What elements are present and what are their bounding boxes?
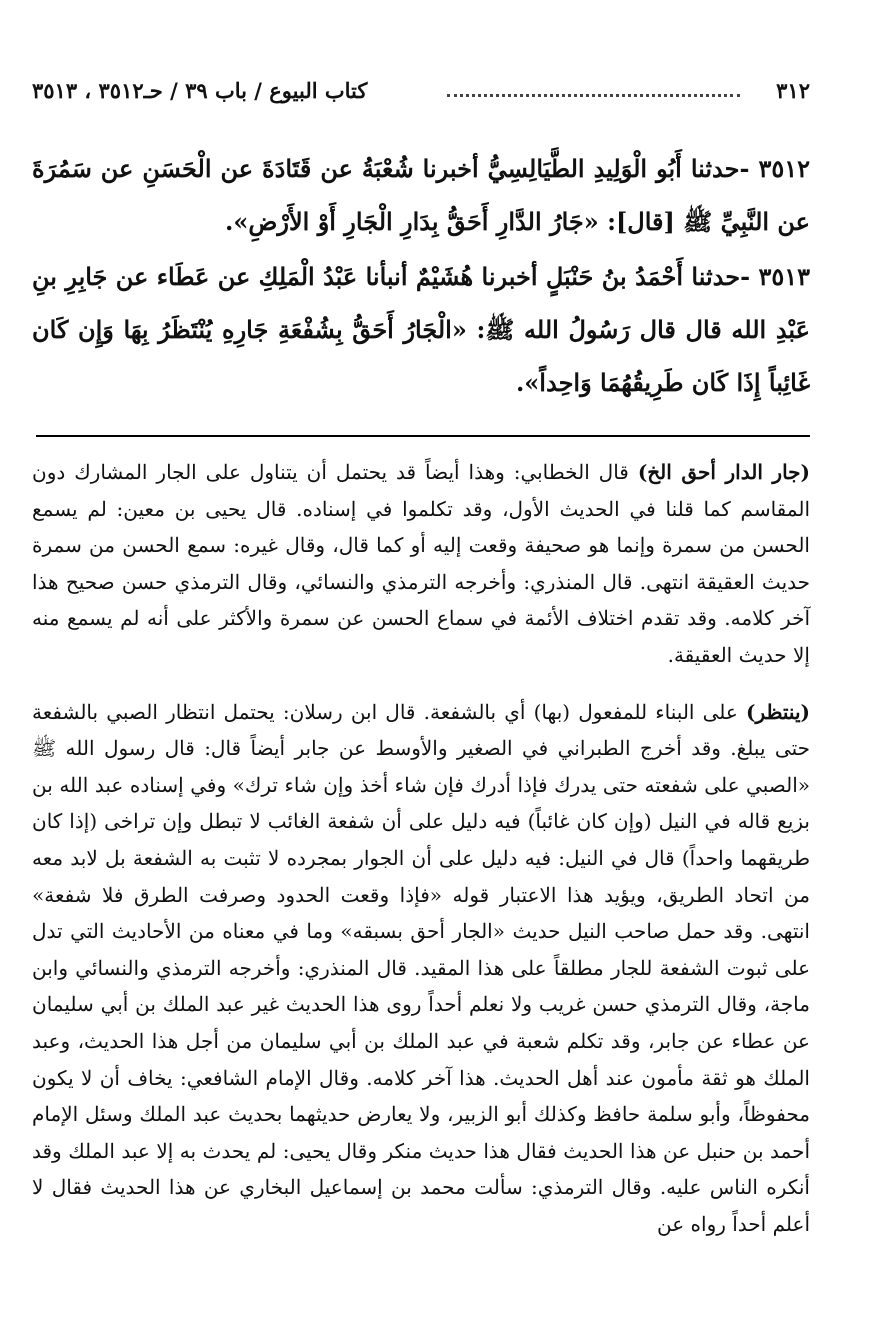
footnote-divider bbox=[36, 435, 810, 437]
commentary-lead: (ينتظر) bbox=[745, 699, 810, 724]
running-title: كتاب البيوع / باب ٣٩ / حـ٣٥١٢ ، ٣٥١٣ bbox=[32, 78, 368, 103]
commentary-body: قال الخطابي: وهذا أيضاً قد يحتمل أن يتناول على الجار المشارك دون المقاسم كما قلنا في الحديث الأول، وقد تكلموا في إسناده. قال يحيى بن معين: لم يسمع الحسن من سمرة وإنما هو صحيفة وقعت إليه أو كما قال، وقال غيره: سمع الحسن من سمرة حديث العقيقة انتهى. قال المنذري: وأخرجه الترمذي والنسائي، وقال الترمذي حسن صحيح هذا آخر كلامه. وقد تقدم اختلاف الأئمة في سماع الحسن عن سمرة والأكثر على أنه لم يسمع منه إلا حديث العقيقة. bbox=[32, 460, 810, 667]
commentary-paragraph bbox=[32, 694, 810, 1243]
commentary-body: على البناء للمفعول (بها) أي بالشفعة. قال ابن رسلان: يحتمل انتظار الصبي بالشفعة حتى يبلغ. وقد أخرج الطبراني في الصغير والأوسط عن جابر أيضاً قال: قال رسول الله ﷺ «الصبي على شفعته حتى يدرك فإذا أدرك فإن شاء أخذ وإن شاء ترك» وفي إسناده عبد الله بن بزيع قاله في النيل (وإن كان غائباً) فيه دليل على أن شفعة الغائب لا تبطل وإن تراخى (إذا كان طريقهما واحداً) قال في النيل: فيه دليل على أن الجوار بمجرده لا تثبت به الشفعة بل لابد معه من اتحاد الطريق، ويؤيد هذا الاعتبار قوله «فإذا وقعت الحدود وصرفت الطرق فلا شفعة» انتهى. وقد حمل صاحب النيل حديث «الجار أحق بسبقه» وما في معناه من الأحاديث التي تدل على ثبوت الشفعة للجار مطلقاً على هذا المقيد. قال المنذري: وأخرجه الترمذي والنسائي وابن ماجة، وقال الترمذي حسن غريب ولا نعلم أحداً روى هذا الحديث غير عبد الملك بن أبي سليمان عن عطاء عن جابر، وقد تكلم شعبة في عبد الملك بن أبي سليمان من أجل هذا الحديث، وعبد الملك هو ثقة مأمون عند أهل الحديث. هذا آخر كلامه. وقال الإمام الشافعي: يخاف أن لا يكون محفوظاً، وأبو سلمة حافظ وكذلك أبو الزبير، ولا يعارض حديثهما بحديث عبد الملك وسئل الإمام أحمد بن حنبل عن هذا الحديث فقال هذا حديث منكر وقال يحيى: لم يحدث به إلا عبد الملك وقد أنكره الناس عليه. وقال الترمذي: سألت محمد بن إسماعيل البخاري عن هذا الحديث فقال لا أعلم أحداً رواه عن bbox=[32, 699, 810, 1236]
commentary bbox=[32, 454, 810, 1242]
hadith-3513 bbox=[32, 250, 810, 409]
book-page bbox=[32, 78, 810, 1242]
commentary-paragraph bbox=[32, 454, 810, 674]
hadith-body: حدثنا أَبُو الْوَلِيدِ الطَّيَالِسِيُّ أخبرنا شُعْبَةُ عن قَتَادَةَ عن الْحَسَنِ عن سَمُرَةَ عن النَّبِيِّ ﷺ [قال]: «جَارُ الدَّارِ أَحَقُّ بِدَارِ الْجَارِ أَوْ الأَرْضِ». bbox=[32, 154, 810, 236]
commentary-lead: (جار الدار أحق الخ) bbox=[637, 460, 811, 484]
hadith-body: حدثنا أَحْمَدُ بنُ حَنْبَلٍ أخبرنا هُشَيْمٌ أنبأنا عَبْدُ الْمَلِكِ عن عَطَاء عن جَابِرِ بنِ عَبْدِ الله قال قال رَسُولُ الله ﷺ: «الْجَارُ أَحَقُّ بِشُفْعَةِ جَارِهِ يُنْتَظَرُ بِهَا وَإِن كَان غَائِباً إِذَا كَان طَرِيقُهُمَا وَاحِداً». bbox=[32, 262, 810, 397]
hadith-3512 bbox=[32, 142, 810, 248]
header-dot-leader bbox=[447, 94, 740, 97]
page-header bbox=[32, 78, 810, 114]
page-number: ٣١٢ bbox=[776, 78, 810, 103]
hadith-number: ٣٥١٢ - bbox=[739, 154, 810, 183]
hadith-text bbox=[32, 142, 810, 409]
hadith-number: ٣٥١٣ - bbox=[740, 262, 810, 291]
